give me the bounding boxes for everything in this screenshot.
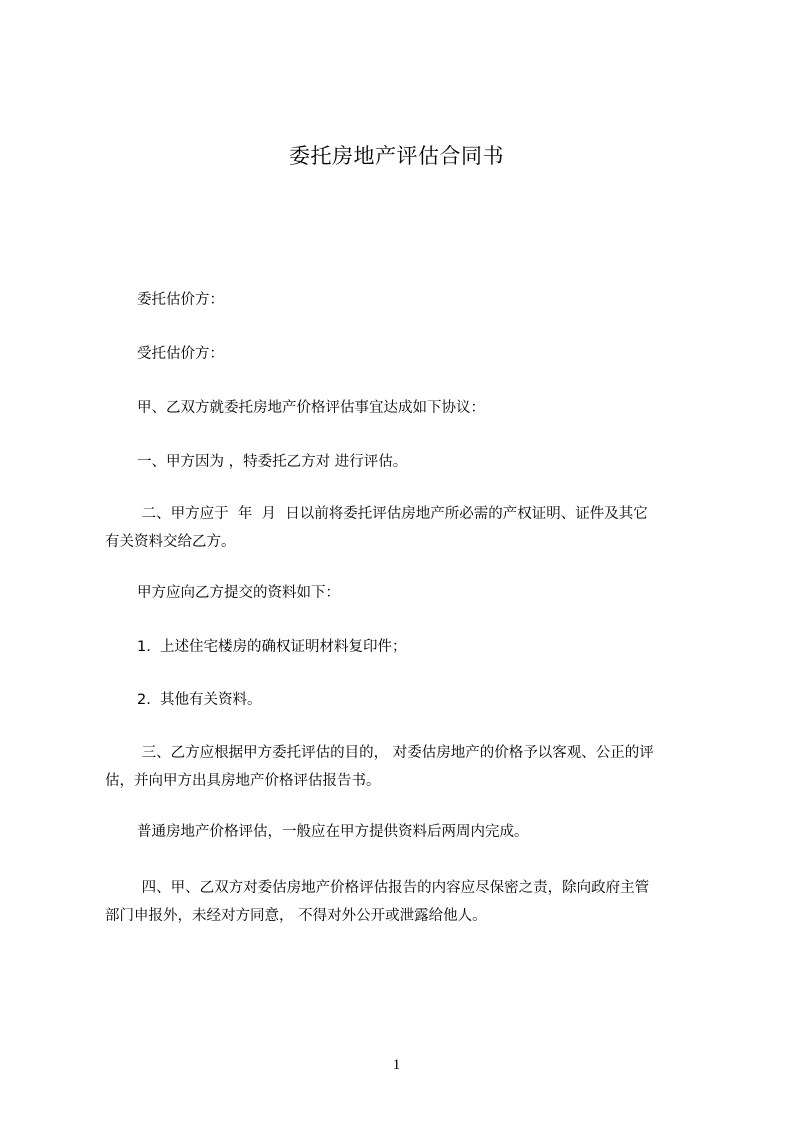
paragraph-appraiser — [105, 340, 705, 368]
paragraph-client — [105, 286, 705, 314]
list-item-1 — [105, 633, 705, 661]
clause-three — [105, 739, 705, 795]
paragraph-line: 甲方应向乙方提交的资料如下： — [137, 585, 340, 601]
paragraph-line: 二、甲方应于 年 月 日以前将委托评估房地产所必需的产权证明、证件及其它 — [137, 506, 648, 522]
paragraph-line: 一、甲方因为 ，特委托乙方对 进行评估。 — [137, 454, 408, 470]
paragraph-line: 受托估价方： — [137, 346, 224, 362]
paragraph-line: 三、乙方应根据甲方委托评估的目的， 对委估房地产的价格予以客观、公正的评 — [137, 745, 654, 761]
paragraph-line: 估，并向甲方出具房地产价格评估报告书。 — [105, 773, 381, 789]
paragraph-materials-intro — [105, 579, 705, 607]
clause-one — [105, 448, 705, 476]
paragraph-line: 部门申报外，未经对方同意， 不得对外公开或泄露给他人。 — [105, 908, 487, 924]
clause-four — [105, 874, 705, 930]
paragraph-line: 普通房地产价格评估，一般应在甲方提供资料后两周内完成。 — [137, 824, 529, 840]
paragraph-line: 甲、乙双方就委托房地产价格评估事宜达成如下协议： — [137, 400, 485, 416]
list-item-2 — [105, 686, 705, 714]
paragraph-line: 委托估价方： — [137, 292, 224, 308]
paragraph-agreement-intro — [105, 394, 705, 422]
paragraph-line: 2. 其他有关资料。 — [137, 692, 262, 708]
paragraph-line: 四、甲、乙双方对委估房地产价格评估报告的内容应尽保密之责，除向政府主管 — [137, 880, 650, 896]
paragraph-line: 有关资料交给乙方。 — [105, 534, 236, 550]
page-number: 1 — [392, 1057, 401, 1073]
paragraph-line: 1. 上述住宅楼房的确权证明材料复印件； — [137, 639, 407, 655]
paragraph-timeline — [105, 818, 705, 846]
document-title: 委托房地产评估合同书 — [289, 144, 504, 168]
clause-two — [105, 500, 705, 556]
